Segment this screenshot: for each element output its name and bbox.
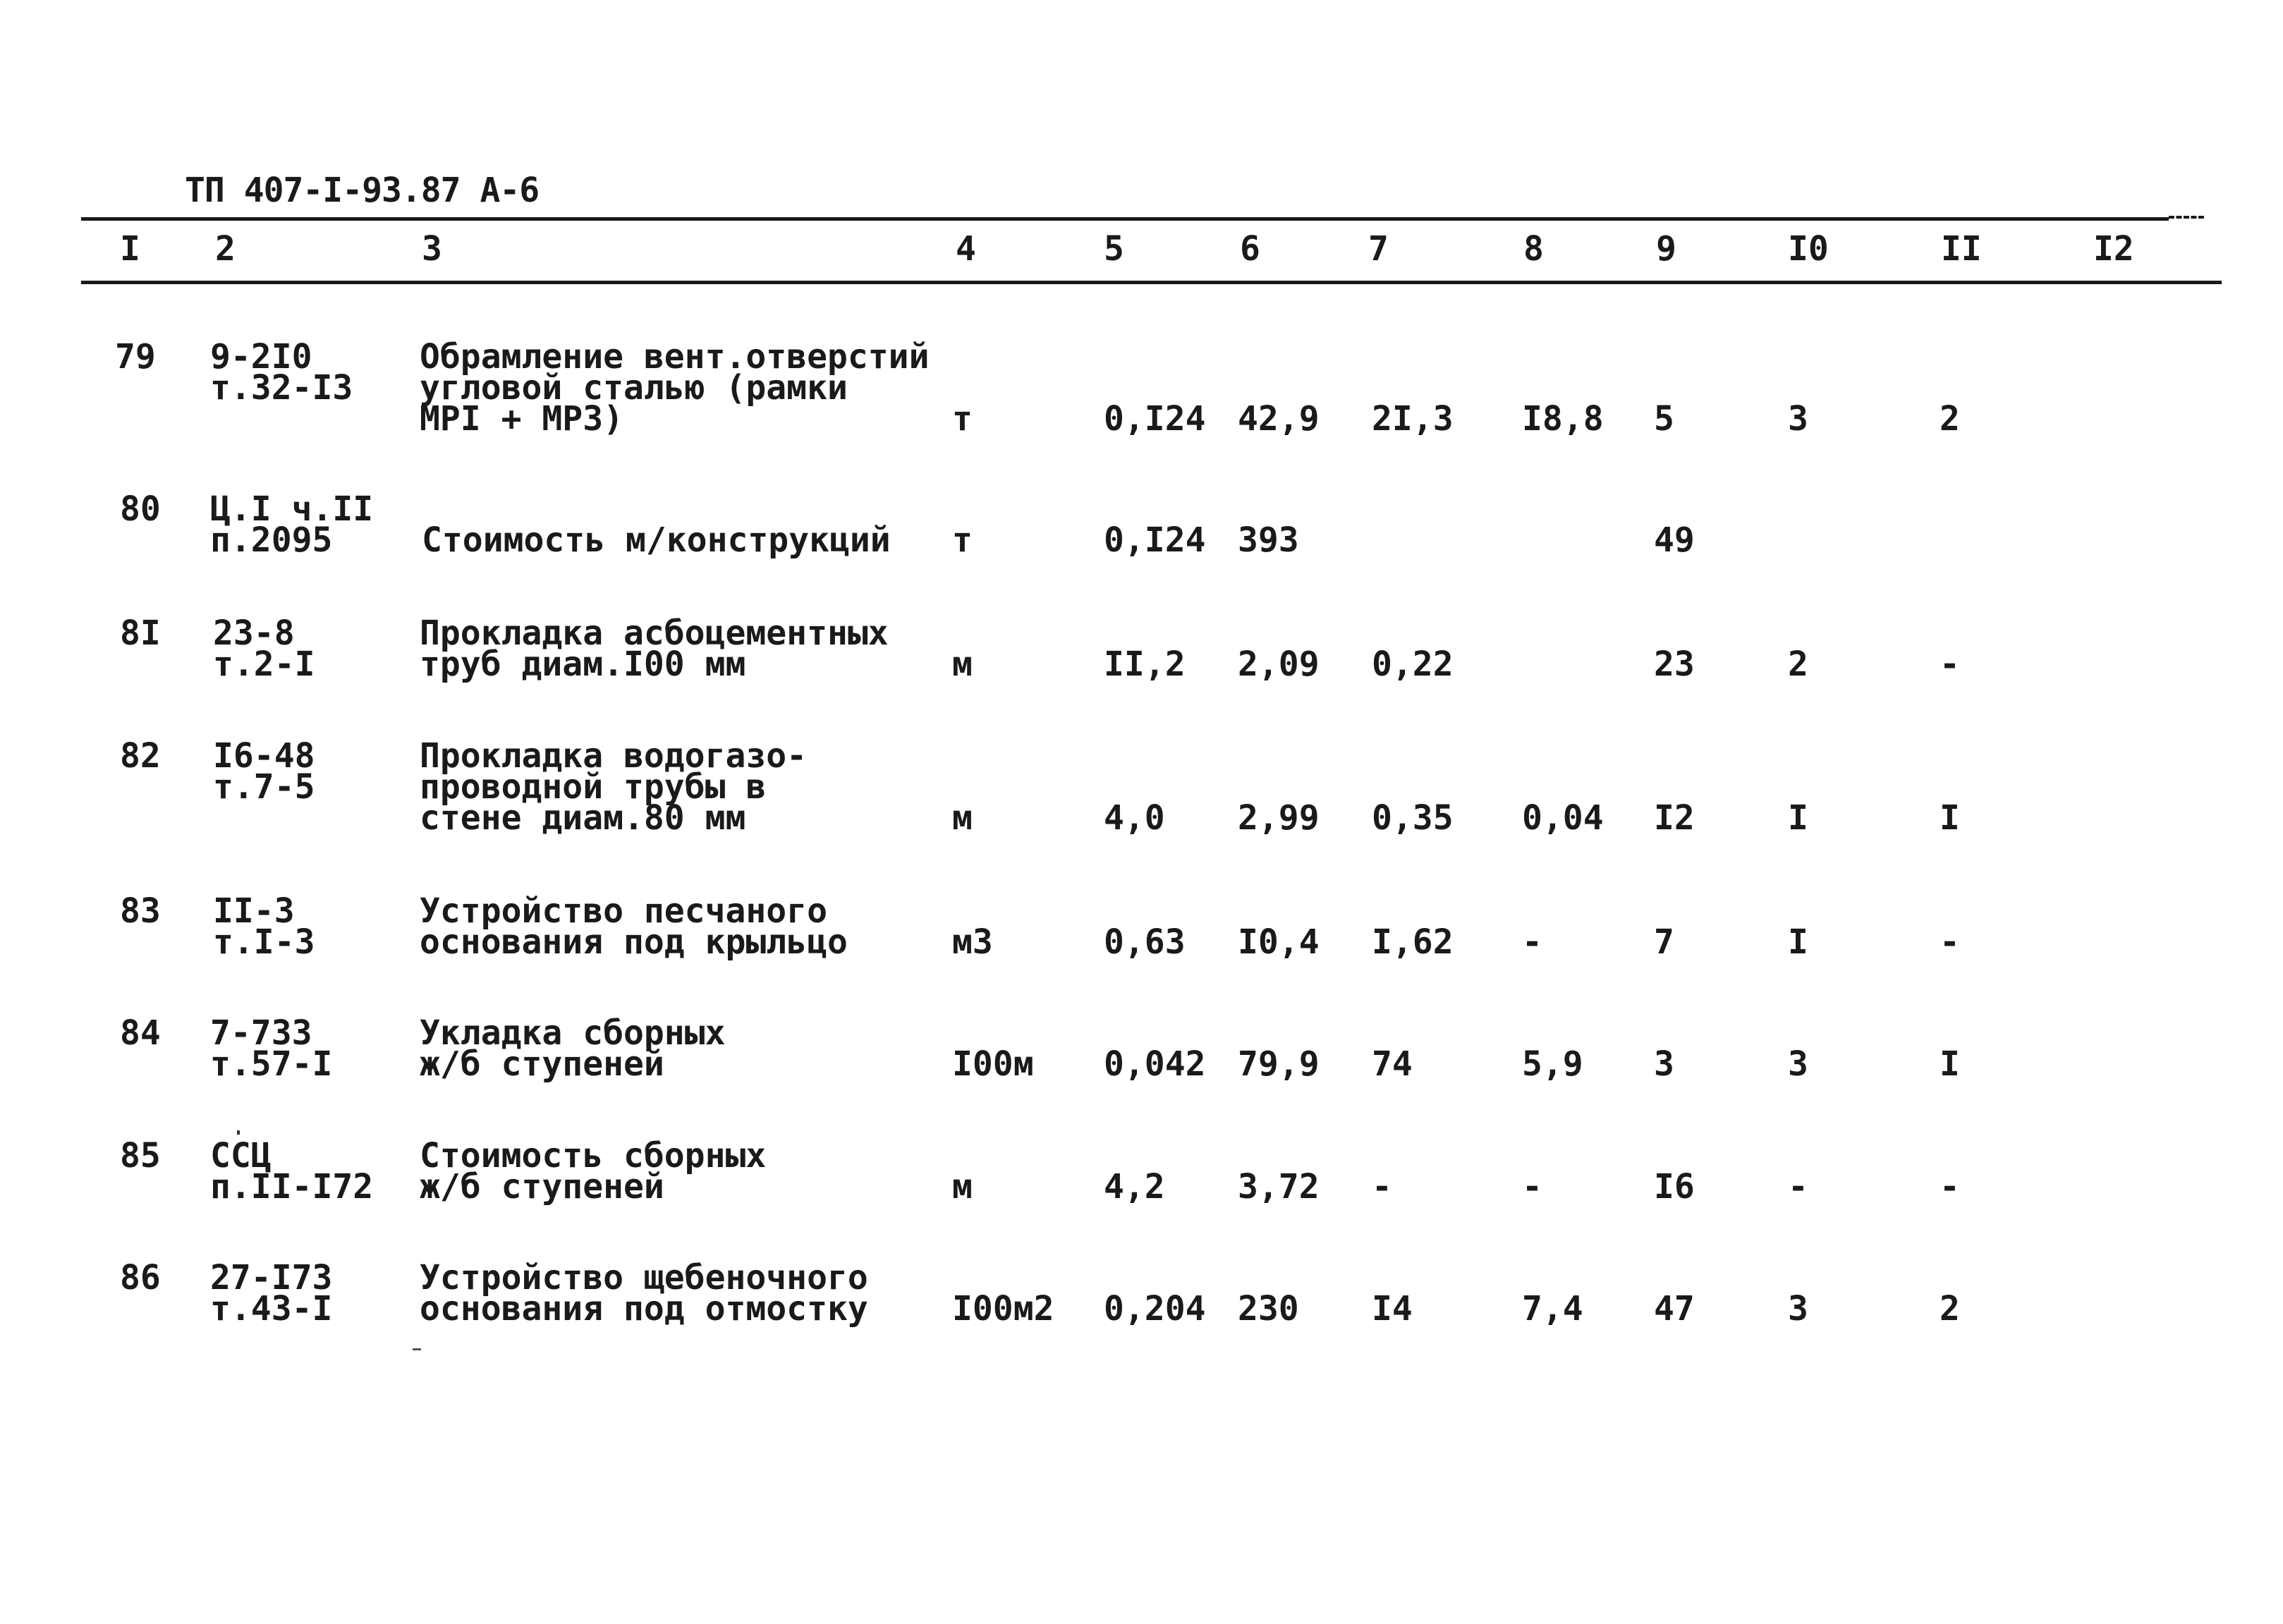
row-reference: ССЦ п.II-I72	[210, 1136, 374, 1207]
row-number: 84	[120, 1013, 161, 1053]
row-col6: 42,9	[1238, 399, 1320, 439]
header-col-9: 9	[1656, 229, 1676, 269]
row-col7: I,62	[1372, 922, 1454, 962]
row-number: 86	[120, 1258, 161, 1298]
row-number: 83	[120, 891, 161, 931]
row-col11: I	[1940, 1044, 1960, 1084]
header-col-1: I	[120, 229, 140, 269]
row-unit: т	[952, 399, 973, 439]
row-description: Прокладка водогазо- проводной трубы в стене диам.80 мм	[420, 736, 808, 838]
row-col6: 79,9	[1238, 1044, 1320, 1084]
row-number: 82	[120, 736, 161, 776]
row-col11: 2	[1940, 1289, 1960, 1329]
row-reference: Ц.I ч.II п.2095	[210, 489, 374, 560]
row-unit: I00м	[952, 1044, 1034, 1084]
row-reference: 9-2I0 т.32-I3	[210, 337, 353, 408]
row-col8: I8,8	[1522, 399, 1604, 439]
row-col10: 3	[1788, 399, 1808, 439]
row-col8: 7,4	[1522, 1289, 1583, 1329]
row-description: Стоимость м/конструкций	[422, 520, 891, 560]
row-unit: I00м2	[952, 1289, 1054, 1329]
row-unit: м	[952, 645, 973, 684]
row-reference: II-3 т.I-3	[213, 891, 315, 962]
row-col10: 3	[1788, 1044, 1808, 1084]
row-col5: II,2	[1104, 645, 1186, 684]
row-description: Прокладка асбоцементных труб диам.I00 мм	[420, 613, 889, 684]
row-col9: 7	[1654, 922, 1674, 962]
row-col11: -	[1940, 645, 1960, 684]
row-col7: 2I,3	[1372, 399, 1454, 439]
row-col11: -	[1940, 1167, 1960, 1207]
row-col10: I	[1788, 798, 1808, 838]
row-description: Укладка сборных ж/б ступеней	[420, 1013, 726, 1084]
row-col5: 0,042	[1104, 1044, 1206, 1084]
row-number: 79	[115, 337, 156, 377]
row-col9: 49	[1654, 520, 1695, 560]
row-reference: 23-8 т.2-I	[213, 613, 315, 684]
row-col5: 0,I24	[1104, 399, 1206, 439]
row-col8: -	[1522, 922, 1542, 962]
header-col-8: 8	[1523, 229, 1544, 269]
row-col5: 0,204	[1104, 1289, 1206, 1329]
row-col9: 5	[1654, 399, 1674, 439]
row-col6: 3,72	[1238, 1167, 1320, 1207]
row-unit: м3	[952, 922, 993, 962]
row-col10: 2	[1788, 645, 1808, 684]
row-col8: 0,04	[1522, 798, 1604, 838]
row-col6: 393	[1238, 520, 1299, 560]
row-col7: 74	[1372, 1044, 1413, 1084]
row-col11: -	[1940, 922, 1960, 962]
header-col-7: 7	[1368, 229, 1389, 269]
row-col6: 2,09	[1238, 645, 1320, 684]
header-col-3: 3	[422, 229, 442, 269]
row-col5: 4,0	[1104, 798, 1165, 838]
row-number: 85	[120, 1136, 161, 1176]
row-description: Стоимость сборных ж/б ступеней	[420, 1136, 767, 1207]
row-col6: I0,4	[1238, 922, 1320, 962]
row-col8: -	[1522, 1167, 1542, 1207]
row-unit: м	[952, 1167, 973, 1207]
row-number: 8I	[120, 613, 161, 653]
header-col-12: I2	[2093, 229, 2134, 269]
row-reference: I6-48 т.7-5	[213, 736, 315, 807]
row-col7: I4	[1372, 1289, 1413, 1329]
row-unit: т	[952, 520, 973, 560]
row-description: Устройство песчаного основания под крыльцо	[420, 891, 848, 962]
row-col11: I	[1940, 798, 1960, 838]
row-col9: I2	[1654, 798, 1695, 838]
row-col6: 2,99	[1238, 798, 1320, 838]
row-col11: 2	[1940, 399, 1960, 439]
document-code: ТП 407-I-93.87 А-6	[185, 171, 540, 210]
row-col10: 3	[1788, 1289, 1808, 1329]
row-number: 80	[120, 489, 161, 529]
row-col5: 0,I24	[1104, 520, 1206, 560]
row-col6: 230	[1238, 1289, 1299, 1329]
row-description: Устройство щебеночного основания под отмостку	[420, 1258, 868, 1329]
row-col8: 5,9	[1522, 1044, 1583, 1084]
row-description: Обрамление вент.отверстий угловой сталью (рамки МРI + МР3)	[420, 337, 930, 439]
row-col7: 0,35	[1372, 798, 1454, 838]
header-col-6: 6	[1240, 229, 1260, 269]
row-col9: 3	[1654, 1044, 1674, 1084]
row-col7: 0,22	[1372, 645, 1454, 684]
header-col-11: II	[1941, 229, 1982, 269]
row-col5: 0,63	[1104, 922, 1186, 962]
row-col7: -	[1372, 1167, 1392, 1207]
row-col9: 23	[1654, 645, 1695, 684]
row-col10: -	[1788, 1167, 1808, 1207]
row-reference: 27-I73 т.43-I	[210, 1258, 333, 1329]
header-col-4: 4	[956, 229, 976, 269]
scan-speck	[237, 1130, 240, 1135]
row-col9: I6	[1654, 1167, 1695, 1207]
header-col-5: 5	[1104, 229, 1124, 269]
header-col-10: I0	[1788, 229, 1829, 269]
row-col9: 47	[1654, 1289, 1695, 1329]
row-col10: I	[1788, 922, 1808, 962]
row-col5: 4,2	[1104, 1167, 1165, 1207]
scan-mark	[413, 1348, 421, 1350]
row-reference: 7-733 т.57-I	[210, 1013, 333, 1084]
header-col-2: 2	[215, 229, 236, 269]
row-unit: м	[952, 798, 973, 838]
